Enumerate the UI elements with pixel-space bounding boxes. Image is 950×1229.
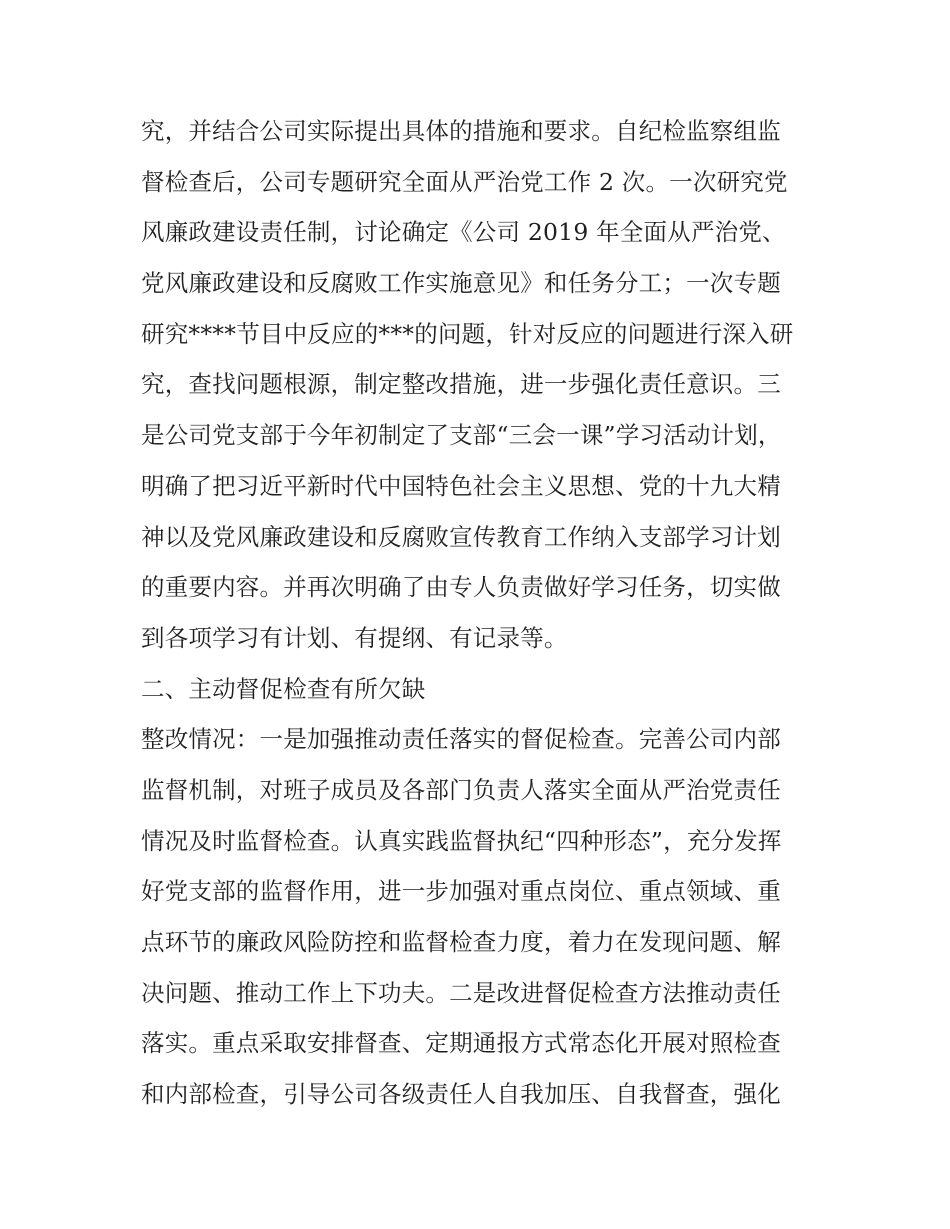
text-line: 神以及党风廉政建设和反腐败宣传教育工作纳入支部学习计划 — [141, 522, 781, 551]
text-line: 风廉政建设责任制，讨论确定《公司 2019 年全面从严治党、 — [141, 218, 786, 247]
text-line: 研究****节目中反应的***的问题，针对反应的问题进行深入研 — [141, 319, 794, 348]
text-line: 党风廉政建设和反腐败工作实施意见》和任务分工；一次专题 — [141, 269, 781, 298]
text-line: 到各项学习有计划、有提纲、有记录等。 — [141, 623, 568, 652]
text-line: 督检查后，公司专题研究全面从严治党工作 2 次。一次研究党 — [141, 167, 788, 196]
text-line: 整改情况：一是加强推动责任落实的督促检查。完善公司内部 — [141, 725, 781, 754]
text-line: 落实。重点采取安排督查、定期通报方式常态化开展对照检查 — [141, 1029, 781, 1058]
document-body — [141, 106, 821, 1120]
text-line: 决问题、推动工作上下功夫。二是改进督促检查方法推动责任 — [141, 978, 781, 1007]
text-line: 情况及时监督检查。认真实践监督执纪“四种形态”，充分发挥 — [141, 826, 782, 855]
text-line: 明确了把习近平新时代中国特色社会主义思想、党的十九大精 — [141, 471, 781, 500]
text-line: 监督机制，对班子成员及各部门负责人落实全面从严治党责任 — [141, 775, 781, 804]
text-line: 好党支部的监督作用，进一步加强对重点岗位、重点领域、重 — [141, 877, 781, 906]
text-line: 究，查找问题根源，制定整改措施，进一步强化责任意识。三 — [141, 370, 781, 399]
text-line: 点环节的廉政风险防控和监督检查力度，着力在发现问题、解 — [141, 928, 781, 956]
text-line: 的重要内容。并再次明确了由专人负责做好学习任务，切实做 — [141, 573, 781, 602]
section-heading: 二、主动督促检查有所欠缺 — [141, 674, 426, 703]
text-line: 究，并结合公司实际提出具体的措施和要求。自纪检监察组监 — [141, 117, 781, 145]
text-line: 是公司党支部于今年初制定了支部“三会一课”学习活动计划， — [141, 421, 782, 450]
text-line: 和内部检查，引导公司各级责任人自我加压、自我督查，强化 — [141, 1080, 781, 1109]
